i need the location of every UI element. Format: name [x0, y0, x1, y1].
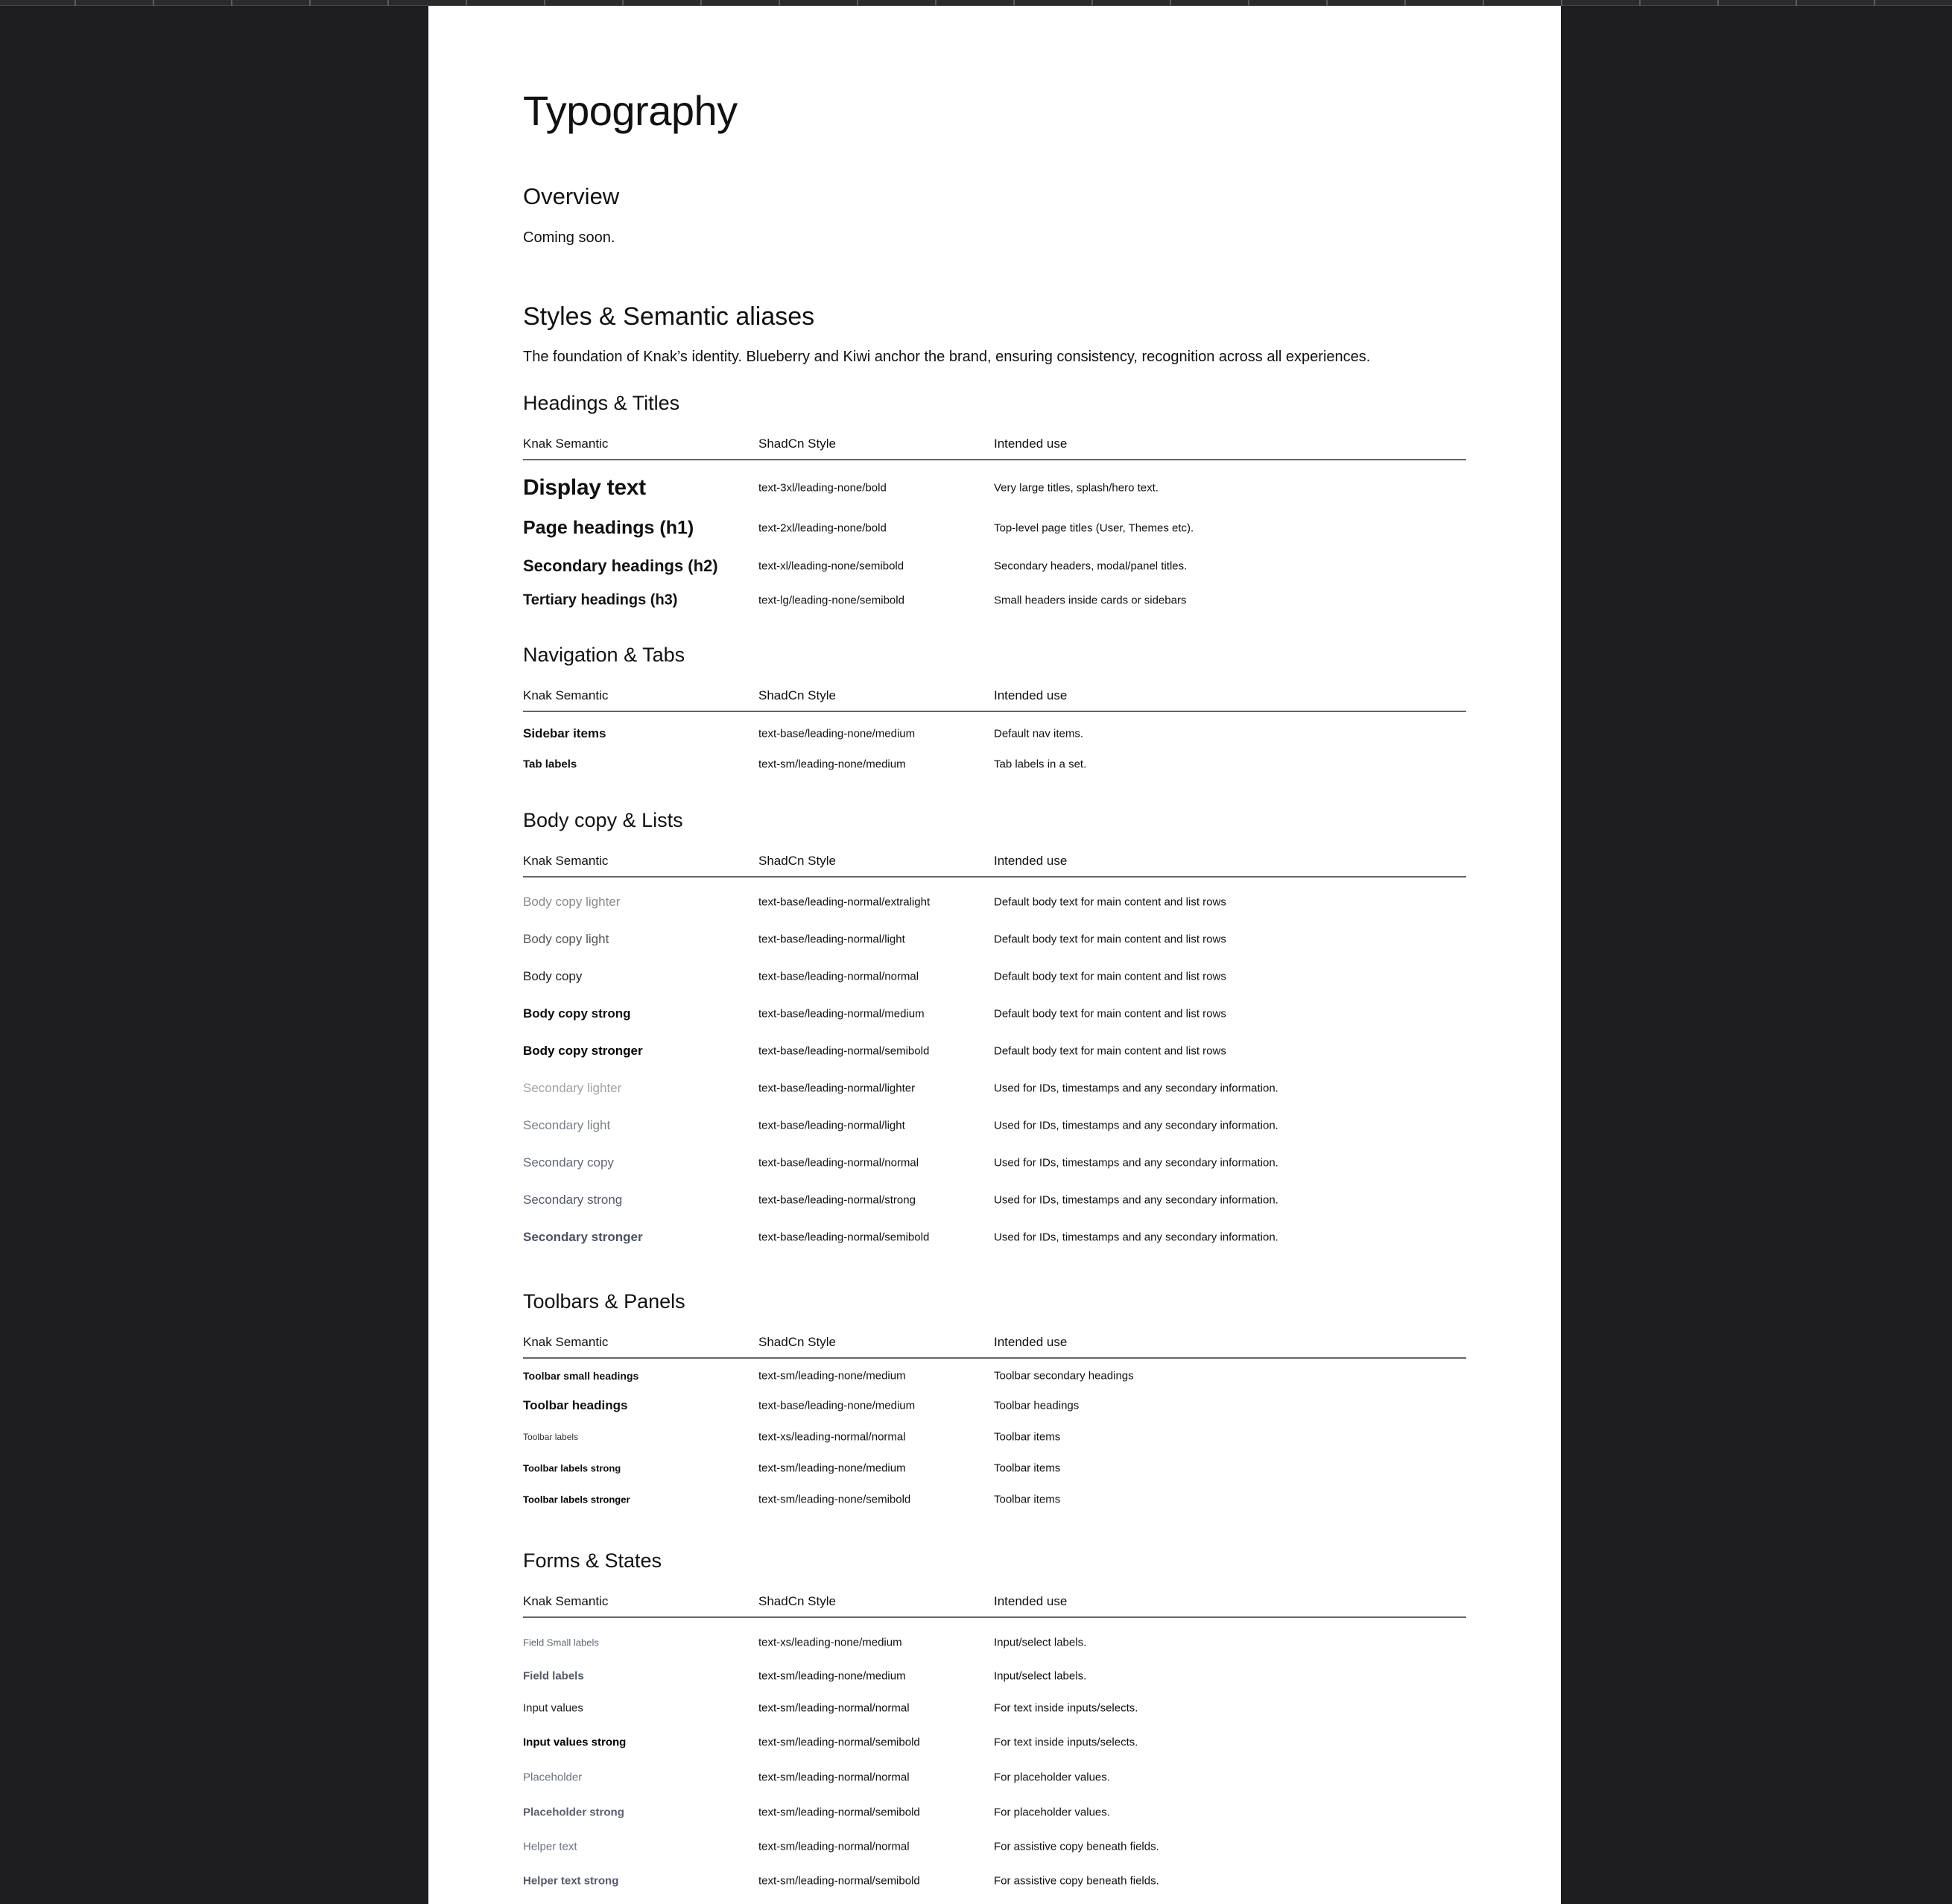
semantic-sample: Secondary light: [523, 1118, 611, 1132]
intended-use: Default body text for main content and list rows: [994, 933, 1226, 946]
shadcn-style: text-sm/leading-none/semibold: [758, 1493, 911, 1506]
shadcn-style: text-base/leading-normal/normal: [758, 1156, 919, 1170]
ruler-tick: [75, 0, 76, 6]
table-row: [523, 1761, 1466, 1794]
section-title: Toolbars & Panels: [523, 1290, 685, 1313]
intended-use: Used for IDs, timestamps and any secondary information.: [994, 1193, 1278, 1207]
shadcn-style: text-sm/leading-none/medium: [758, 1669, 906, 1683]
shadcn-style: text-lg/leading-none/semibold: [758, 594, 904, 607]
table-row: [523, 1390, 1466, 1421]
table-row: [523, 1181, 1466, 1219]
intended-use: Used for IDs, timestamps and any secondary information.: [994, 1156, 1278, 1170]
ruler-tick: [153, 0, 154, 6]
column-header-use: Intended use: [994, 854, 1068, 868]
column-header-style: ShadCn Style: [758, 1594, 836, 1608]
section-navigation-tabs: [523, 644, 1466, 779]
section-headings-titles: [523, 392, 1466, 617]
semantic-sample: Input values: [523, 1701, 583, 1715]
shadcn-style: text-base/leading-normal/semibold: [758, 1044, 930, 1058]
ruler-tick: [622, 0, 624, 6]
intended-use: Toolbar headings: [994, 1399, 1080, 1412]
ruler-tick: [1248, 0, 1249, 6]
table-row: [523, 468, 1466, 508]
table-row: [523, 1107, 1466, 1144]
shadcn-style: text-base/leading-none/medium: [758, 1399, 916, 1412]
semantic-sample: Helper text: [523, 1840, 577, 1853]
semantic-sample: Body copy light: [523, 932, 609, 946]
shadcn-style: text-base/leading-normal/semibold: [758, 1231, 930, 1244]
semantic-sample: Display text: [523, 475, 646, 500]
intended-use: Used for IDs, timestamps and any secondary information.: [994, 1082, 1278, 1095]
shadcn-style: text-2xl/leading-none/bold: [758, 521, 887, 535]
table-row: [523, 883, 1466, 921]
ruler-tick: [466, 0, 467, 6]
semantic-sample: Tertiary headings (h3): [523, 591, 678, 609]
table-row: [523, 1219, 1466, 1256]
table-row: [523, 995, 1466, 1032]
shadcn-style: text-xs/leading-none/medium: [758, 1636, 902, 1649]
semantic-sample: Body copy stronger: [523, 1044, 643, 1058]
intended-use: Default body text for main content and list rows: [994, 970, 1226, 983]
page-title: Typography: [523, 87, 738, 134]
column-header-semantic: Knak Semantic: [523, 1335, 609, 1349]
semantic-sample: Toolbar labels strong: [523, 1462, 621, 1474]
section-title: Forms & States: [523, 1549, 662, 1572]
semantic-sample: Placeholder: [523, 1771, 583, 1784]
semantic-sample: Body copy lighter: [523, 895, 621, 909]
ruler-tick: [1874, 0, 1875, 6]
table-row: [523, 749, 1466, 779]
ruler-tick: [1483, 0, 1484, 6]
intended-use: Default body text for main content and list rows: [994, 1044, 1226, 1058]
intended-use: Toolbar items: [994, 1493, 1061, 1506]
document-page: [428, 6, 1561, 1904]
section-forms-states: [523, 1549, 1466, 1900]
shadcn-style: text-sm/leading-normal/semibold: [758, 1874, 920, 1888]
ruler-tick: [387, 0, 389, 6]
section-body-copy-lists: [523, 809, 1466, 1256]
semantic-sample: Toolbar headings: [523, 1398, 628, 1412]
column-header-semantic: Knak Semantic: [523, 854, 609, 868]
section-title: Headings & Titles: [523, 392, 680, 414]
semantic-sample: Toolbar small headings: [523, 1370, 639, 1382]
column-header-semantic: Knak Semantic: [523, 688, 609, 702]
intended-use: Toolbar items: [994, 1430, 1061, 1444]
table-row: [523, 1362, 1466, 1390]
ruler-tick: [1170, 0, 1171, 6]
shadcn-style: text-sm/leading-normal/normal: [758, 1701, 910, 1715]
column-header-style: ShadCn Style: [758, 1335, 836, 1349]
intended-use: For assistive copy beneath fields.: [994, 1840, 1159, 1853]
shadcn-style: text-sm/leading-normal/semibold: [758, 1736, 920, 1749]
semantic-sample: Secondary copy: [523, 1155, 614, 1170]
table-row: [523, 548, 1466, 584]
overview-heading: Overview: [523, 183, 620, 209]
semantic-sample: Body copy strong: [523, 1006, 631, 1021]
styles-description: The foundation of Knak’s identity. Blueberry and Kiwi anchor the brand, ensuring consistency, recognition across all experiences.: [523, 349, 1371, 365]
ruler-tick: [935, 0, 937, 6]
table-row: [523, 508, 1466, 548]
semantic-sample: Secondary lighter: [523, 1081, 622, 1095]
ruler-tick: [231, 0, 232, 6]
shadcn-style: text-base/leading-normal/light: [758, 1119, 905, 1132]
shadcn-style: text-xl/leading-none/semibold: [758, 559, 904, 573]
table-row: [523, 958, 1466, 995]
table-header: [523, 1333, 1466, 1359]
semantic-sample: Tab labels: [523, 758, 577, 771]
shadcn-style: text-base/leading-normal/strong: [758, 1193, 916, 1207]
ruler-tick: [779, 0, 780, 6]
semantic-sample: Helper text strong: [523, 1874, 619, 1888]
ruler-tick: [1326, 0, 1328, 6]
table-row: [523, 1660, 1466, 1692]
table-row: [523, 718, 1466, 749]
ruler-tick: [1013, 0, 1015, 6]
semantic-sample: Input values strong: [523, 1736, 627, 1749]
intended-use: Default body text for main content and list rows: [994, 1007, 1226, 1021]
shadcn-style: text-base/leading-none/medium: [758, 727, 916, 740]
shadcn-style: text-xs/leading-normal/normal: [758, 1430, 906, 1444]
column-header-semantic: Knak Semantic: [523, 1594, 609, 1608]
intended-use: Top-level page titles (User, Themes etc).: [994, 521, 1194, 535]
shadcn-style: text-base/leading-normal/light: [758, 933, 905, 946]
table-row: [523, 1831, 1466, 1862]
table-row: [523, 1453, 1466, 1484]
shadcn-style: text-sm/leading-none/medium: [758, 758, 906, 771]
intended-use: Input/select labels.: [994, 1669, 1087, 1683]
intended-use: For text inside inputs/selects.: [994, 1701, 1138, 1715]
intended-use: For assistive copy beneath fields.: [994, 1874, 1159, 1888]
overview-text: Coming soon.: [523, 229, 615, 246]
section-title: Navigation & Tabs: [523, 644, 685, 666]
table-row: [523, 1724, 1466, 1761]
table-row: [523, 1421, 1466, 1453]
intended-use: For placeholder values.: [994, 1806, 1110, 1819]
semantic-sample: Secondary strong: [523, 1193, 623, 1207]
intended-use: Very large titles, splash/hero text.: [994, 481, 1159, 495]
ruler-tick: [1091, 0, 1093, 6]
shadcn-style: text-sm/leading-none/medium: [758, 1369, 906, 1383]
top-ruler: [0, 0, 1952, 6]
semantic-sample: Toolbar labels stronger: [523, 1494, 630, 1505]
table-row: [523, 1692, 1466, 1724]
ruler-tick: [544, 0, 545, 6]
table-header: [523, 687, 1466, 712]
column-header-use: Intended use: [994, 1335, 1068, 1349]
shadcn-style: text-base/leading-normal/normal: [758, 970, 919, 983]
table-row: [523, 1484, 1466, 1515]
shadcn-style: text-base/leading-normal/extralight: [758, 895, 931, 909]
shadcn-style: text-sm/leading-normal/semibold: [758, 1806, 920, 1819]
semantic-sample: Field labels: [523, 1669, 584, 1683]
semantic-sample: Body copy: [523, 969, 583, 983]
intended-use: Input/select labels.: [994, 1636, 1087, 1649]
column-header-style: ShadCn Style: [758, 688, 836, 702]
ruler-tick: [309, 0, 311, 6]
ruler-tick: [1796, 0, 1797, 6]
table-row: [523, 1625, 1466, 1660]
ruler-tick: [1404, 0, 1406, 6]
shadcn-style: text-base/leading-normal/medium: [758, 1007, 925, 1021]
semantic-sample: Placeholder strong: [523, 1806, 624, 1819]
intended-use: Small headers inside cards or sidebars: [994, 594, 1187, 607]
intended-use: Default body text for main content and list rows: [994, 895, 1226, 909]
styles-heading: Styles & Semantic aliases: [523, 302, 815, 331]
intended-use: For text inside inputs/selects.: [994, 1736, 1138, 1749]
shadcn-style: text-sm/leading-normal/normal: [758, 1771, 910, 1784]
table-header: [523, 435, 1466, 460]
table-header: [523, 1593, 1466, 1618]
shadcn-style: text-sm/leading-none/medium: [758, 1462, 906, 1475]
table-row: [523, 1794, 1466, 1831]
shadcn-style: text-sm/leading-normal/normal: [758, 1840, 910, 1853]
table-row: [523, 1144, 1466, 1181]
table-row: [523, 921, 1466, 958]
semantic-sample: Page headings (h1): [523, 517, 694, 539]
ruler-tick: [1639, 0, 1641, 6]
ruler-tick: [857, 0, 858, 6]
table-row: [523, 1070, 1466, 1107]
column-header-style: ShadCn Style: [758, 437, 836, 451]
shadcn-style: text-base/leading-normal/lighter: [758, 1082, 916, 1095]
table-row: [523, 584, 1466, 617]
table-row: [523, 1032, 1466, 1070]
intended-use: Default nav items.: [994, 727, 1084, 740]
intended-use: Tab labels in a set.: [994, 758, 1087, 771]
intended-use: Used for IDs, timestamps and any secondary information.: [994, 1231, 1278, 1244]
intended-use: Toolbar secondary headings: [994, 1369, 1134, 1383]
semantic-sample: Secondary headings (h2): [523, 556, 718, 575]
intended-use: Used for IDs, timestamps and any secondary information.: [994, 1119, 1278, 1132]
column-header-use: Intended use: [994, 1594, 1068, 1608]
table-row: [523, 1862, 1466, 1900]
semantic-sample: Sidebar items: [523, 726, 606, 740]
shadcn-style: text-3xl/leading-none/bold: [758, 481, 887, 495]
semantic-sample: Field Small labels: [523, 1637, 599, 1648]
intended-use: For placeholder values.: [994, 1771, 1110, 1784]
table-header: [523, 852, 1466, 878]
ruler-tick: [700, 0, 702, 6]
column-header-semantic: Knak Semantic: [523, 437, 609, 451]
section-toolbars-panels: [523, 1290, 1466, 1515]
column-header-style: ShadCn Style: [758, 854, 836, 868]
column-header-use: Intended use: [994, 437, 1068, 451]
semantic-sample: Secondary stronger: [523, 1230, 643, 1244]
ruler-tick: [1561, 0, 1562, 6]
intended-use: Secondary headers, modal/panel titles.: [994, 559, 1188, 573]
ruler-tick: [1717, 0, 1719, 6]
section-title: Body copy & Lists: [523, 809, 683, 831]
column-header-use: Intended use: [994, 688, 1068, 702]
intended-use: Toolbar items: [994, 1462, 1061, 1475]
semantic-sample: Toolbar labels: [523, 1432, 579, 1442]
